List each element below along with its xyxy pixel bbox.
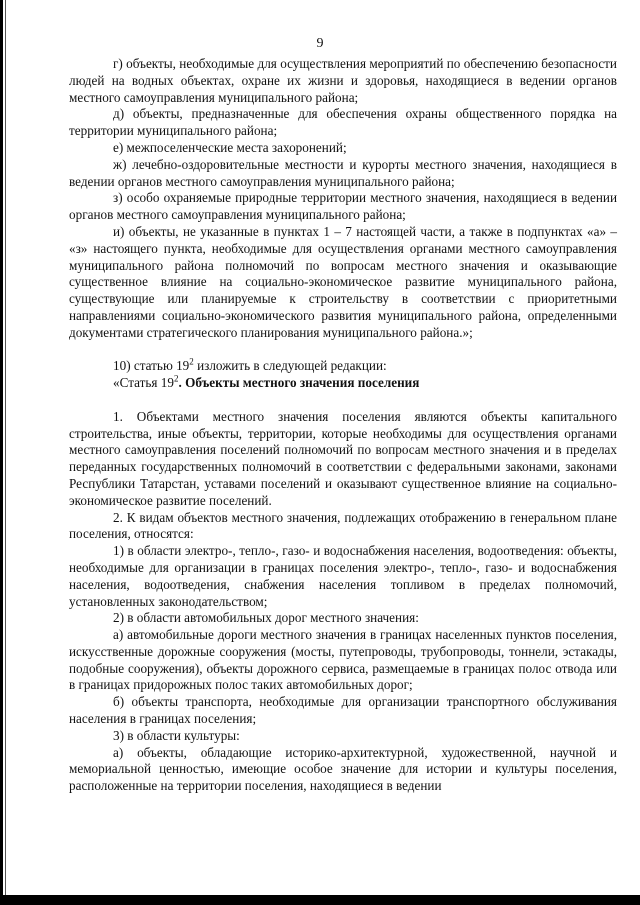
paragraph-zh: ж) лечебно-оздоровительные местности и курорты местного значения, находящиеся в ведении органов местного самоуправления муниципального района;	[69, 156, 617, 189]
page-number: 9	[316, 36, 324, 51]
article-title	[69, 375, 617, 392]
article-title-heading: . Объекты местного значения поселения	[178, 375, 420, 391]
spacer	[69, 392, 617, 409]
paragraph-d: д) объекты, предназначенные для обеспечения охраны общественного порядка на территории муниципального района;	[69, 106, 617, 139]
spacer	[69, 342, 617, 359]
clause-2-2: 2) в области автомобильных дорог местного значения:	[113, 610, 419, 626]
scan-edge-bottom	[0, 895, 640, 905]
amendment-10	[69, 358, 617, 375]
paragraph-z: з) особо охраняемые природные территории местного значения, находящиеся в ведении органов местного самоуправления муниципального района;	[69, 190, 617, 223]
clause-2-2-b: б) объекты транспорта, необходимые для организации транспортного обслуживания населения в границах поселения;	[69, 694, 617, 727]
article-title-prefix: «Статья 19	[113, 375, 174, 391]
paragraph-i: и) объекты, не указанные в пунктах 1 – 7 настоящей части, а также в подпунктах «а» – «з» настоящего пункта, необходимые для осуществления органами местного самоуправления муниципального района полномочий по вопросам местного значения и оказывающие существенное влияние на социально-экономическое развитие муниципального района, существующие или планируемые к строительству в соответствии с приоритетными направлениями социально-экономического развития муниципального района, определенными документами стратегического планирования муниципального района.»;	[69, 223, 617, 340]
amendment-10-text-b: изложить в следующей редакции:	[193, 358, 387, 374]
amendment-10-superscript: 2	[189, 356, 194, 367]
article-title-superscript: 2	[173, 373, 179, 384]
clause-2-3-a: а) объекты, обладающие историко-архитектурной, художественной, научной и мемориальной ценностью, имеющие особое значение для истории и культуры поселения, расположенные на территории поселения, находящиеся в ведении	[69, 744, 617, 794]
clause-1: 1. Объектами местного значения поселения являются объекты капитального строительства, иные объекты, территории, которые необходимы для осуществления органами местного самоуправления поселений полномочий по вопросам местного значения и в пределах переданных государственных полномочий в соответствии с федеральными законами, законами Республики Татарстан, уставами поселений и оказывают существенное влияние на социально-экономическое развитие поселений.	[69, 408, 617, 508]
scan-edge-left	[0, 0, 3, 905]
document-body	[69, 56, 617, 795]
amendment-10-text-a: 10) статью 19	[113, 358, 190, 374]
clause-2-2-a: а) автомобильные дороги местного значения в границах населенных пунктов поселения, искусственные дорожные сооружения (мосты, путепроводы, трубопроводы, тоннели, эстакады, подобные сооружения), объекты дорожного сервиса, размещаемые в границах полос отвода или в границах придорожных полос таких автомобильных дорог;	[69, 627, 617, 693]
paragraph-g: г) объекты, необходимые для осуществления мероприятий по обеспечению безопасности людей на водных объектах, охране их жизни и здоровья, находящиеся в ведении органов местного самоуправления муниципального района;	[69, 56, 617, 105]
paragraph-e: е) межпоселенческие места захоронений;	[113, 139, 347, 155]
clause-2-3: 3) в области культуры:	[113, 727, 240, 743]
clause-2: 2. К видам объектов местного значения, подлежащих отображению в генеральном плане поселения, относятся:	[69, 509, 617, 542]
clause-2-1: 1) в области электро-, тепло-, газо- и водоснабжения населения, водоотведения: объекты, необходимые для организации в границах поселения электро-, тепло-, газо- и водоснабжения населения, водоотведения, снабжения населения топливом в пределах полномочий, установленных законодательством;	[69, 543, 617, 609]
scan-edge-line	[5, 0, 6, 905]
